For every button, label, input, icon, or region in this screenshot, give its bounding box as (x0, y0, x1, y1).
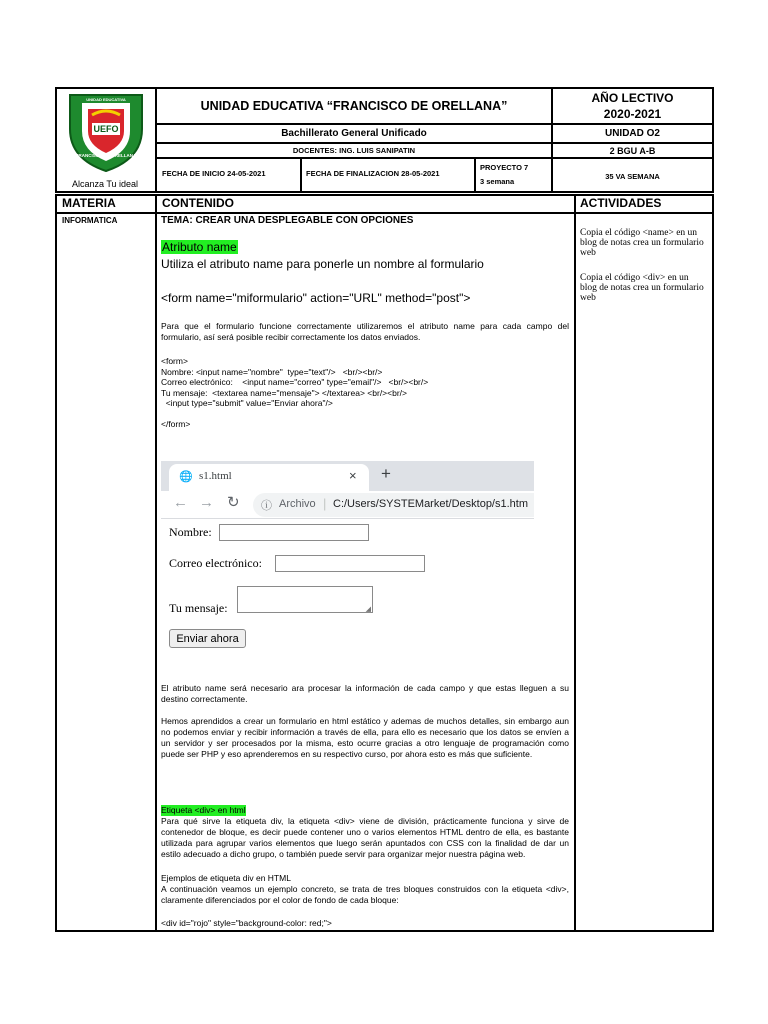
label-correo: Correo electrónico: (169, 556, 262, 570)
code-line (161, 409, 569, 420)
submit-button[interactable]: Enviar ahora (169, 629, 246, 648)
paragraph-name-attribute: Para que el formulario funcione correctamente utilizaremos el atributo name para cada campo del formulario, así será posible recibir correctamente los datos enviados. (161, 321, 569, 342)
attribute-name-subheading: Utiliza el atributo name para ponerle un nombre al formulario (161, 257, 484, 271)
address-label: Archivo (279, 498, 316, 510)
examples-title: Ejemplos de etiqueta div en HTML (161, 873, 291, 883)
paragraph-name-processing: El atributo name será necesario ara procesar la información de cada campo y que estas lleguen a su destino correctamente. (161, 683, 569, 704)
school-name: UNIDAD EDUCATIVA “FRANCISCO DE ORELLANA” (200, 99, 508, 113)
form-tag-example: <form name="miformulario" action="URL" method="post"> (161, 291, 471, 305)
logo-ring-text: FRANCISCO DE ORELLANA (75, 152, 137, 158)
toolbar-divider (161, 518, 534, 519)
school-year-label: AÑO LECTIVO (591, 90, 674, 105)
column-header-divider (55, 212, 714, 214)
forward-icon[interactable]: → (199, 494, 214, 511)
paragraph-div-tag: Para qué sirve la etiqueta div, la etiqueta <div> viene de división, prácticamente funciona y sirve de contenedor de bloque, es decir puede contener uno o varios elementos HTML dentro de ella, es bastante utilizada para agrupar varios elementos que luego serán apuntados con CSS con la finalidad de dar un estilo adecuado a dicho grupo, o también puede servir para organizar mejor nuestra página web. (161, 816, 569, 859)
column-divider (574, 194, 576, 932)
column-header-materia: MATERIA (62, 196, 116, 210)
code-line: </form> (161, 419, 191, 429)
address-path: C:/Users/SYSTEMarket/Desktop/s1.htm (333, 498, 528, 510)
label-nombre: Nombre: (169, 525, 212, 539)
new-tab-icon[interactable]: + (381, 464, 391, 483)
unit-label: UNIDAD O2 (604, 128, 660, 139)
logo-motto: Alcanza Tu ideal (71, 179, 139, 189)
column-header-actividades: ACTIVIDADES (580, 196, 662, 210)
browser-screenshot (161, 461, 534, 661)
info-icon: ⓘ (261, 500, 272, 512)
paragraph-div-example: A continuación veamos un ejemplo concreto, se trata de tres bloques construidos con la etiqueta <div>, claramente diferenciados por el color de fondo de cada bloque: (161, 884, 569, 905)
column-header-contenido: CONTENIDO (162, 196, 234, 210)
code-line: <input type="submit" value="Enviar ahora"/> (161, 398, 333, 408)
school-logo (62, 89, 150, 173)
code-line: <form> (161, 356, 188, 366)
resize-handle-icon[interactable]: ◢ (365, 606, 371, 613)
activity-item: Copia el código <name> en un blog de notas crea un formulario web (580, 228, 704, 258)
column-divider (155, 194, 157, 932)
paragraph-server-processing: Hemos aprendidos a crear un formulario en html estático y ademas de muchos detalles, sin embargo aun no podemos enviar y recibir información a través de ella, para ello es necesario que los datos se envíen a un servidor y ser procesados por la misma, esto ocurre gracias a otro lenguaje de programación como puede ser PHP y eso aprenderemos en su respectivo curso, por ahora esto es más que suficiente. (161, 716, 569, 759)
header-divider (300, 157, 302, 193)
nombre-input[interactable] (219, 524, 369, 541)
end-date: FECHA DE FINALIZACION 28-05-2021 (306, 169, 440, 178)
browser-tab[interactable] (169, 464, 369, 491)
school-year-value: 2020-2021 (603, 107, 662, 121)
div-tag-heading: Etiqueta <div> en html (161, 805, 246, 815)
program-name: Bachillerato General Unificado (281, 128, 427, 139)
logo-top-text: UNIDAD EDUCATIVA (86, 97, 126, 102)
course-label: 2 BGU A-B (609, 145, 656, 156)
activity-item: Copia el código <div> en un blog de notas crea un formulario web (580, 273, 704, 303)
mensaje-textarea[interactable] (237, 586, 373, 613)
label-mensaje: Tu mensaje: (169, 601, 228, 615)
start-date: FECHA DE INICIO 24-05-2021 (162, 169, 266, 178)
globe-icon: 🌐 (179, 471, 193, 483)
code-line: Correo electrónico: <input name="correo" type="email"/> <br/><br/> (161, 377, 429, 387)
back-icon[interactable]: ← (173, 494, 188, 511)
close-tab-icon[interactable]: × (349, 468, 357, 483)
reload-icon[interactable]: ↻ (227, 494, 240, 511)
code-block (161, 356, 569, 430)
subject-name: INFORMATICA (62, 216, 118, 225)
attribute-name-heading: Atributo name (162, 240, 237, 254)
address-bar[interactable] (253, 493, 534, 517)
teacher-name: DOCENTES: ING. LUIS SANIPATIN (292, 146, 416, 155)
address-separator: | (323, 496, 327, 511)
lesson-topic: TEMA: CREAR UNA DESPLEGABLE CON OPCIONES (161, 215, 414, 226)
logo-center-text: UEFO (93, 124, 119, 134)
div-code-example: <div id="rojo" style="background-color: red;"> (161, 918, 332, 928)
week-label: 35 VA SEMANA (605, 171, 660, 181)
header-divider (474, 157, 476, 193)
tab-title: s1.html (199, 470, 232, 482)
correo-input[interactable] (275, 555, 425, 572)
project-line-1: PROYECTO 7 (480, 163, 529, 172)
code-line: Nombre: <input name="nombre" type="text"/> <br/><br/> (161, 366, 383, 377)
project-line-2: 3 semana (480, 177, 515, 186)
code-line: Tu mensaje: <textarea name="mensaje"> </textarea> <br/><br/> (161, 387, 407, 398)
